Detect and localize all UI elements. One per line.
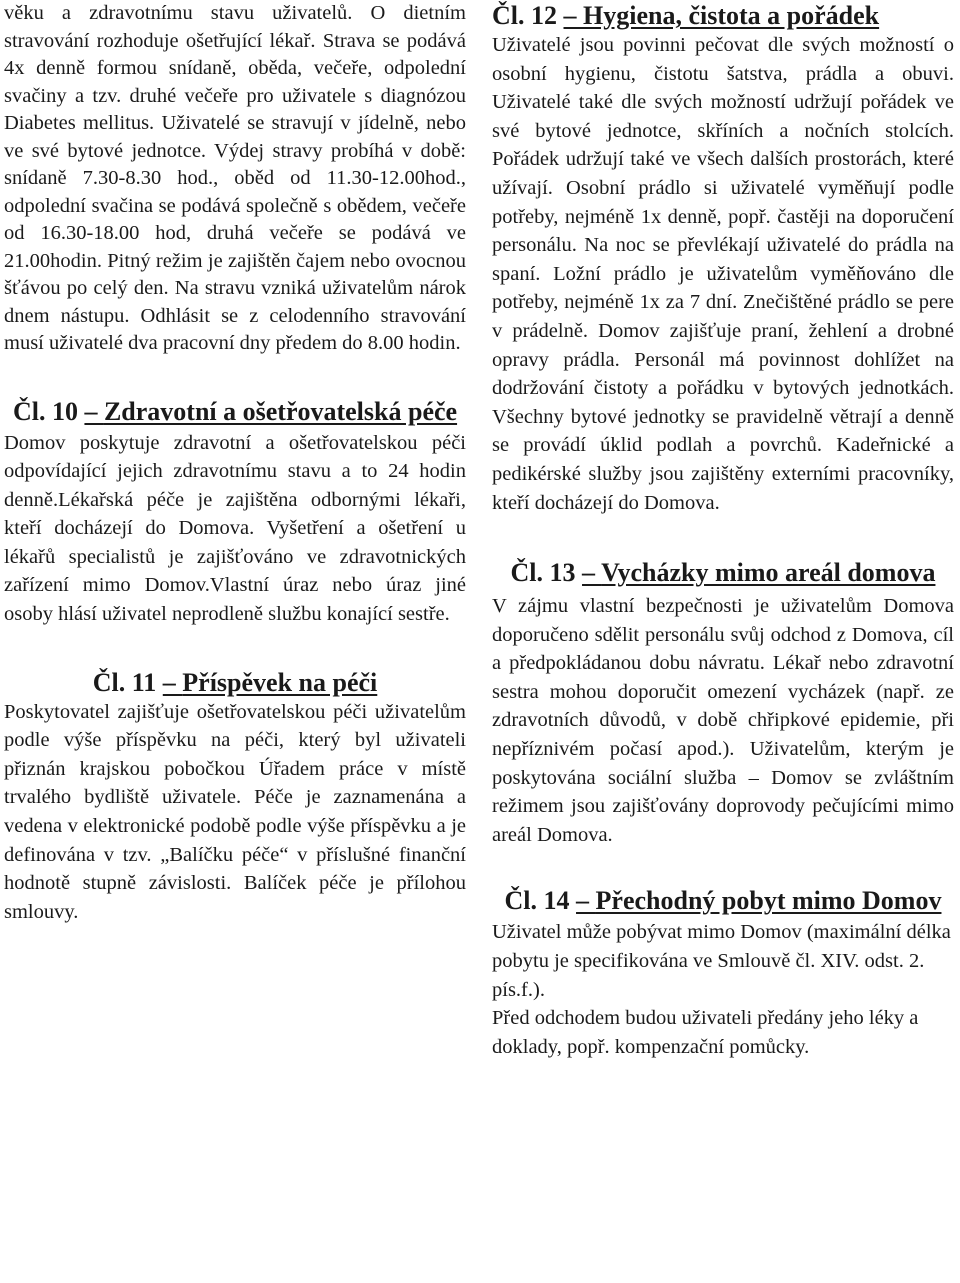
section-11-title: Příspěvek na péči xyxy=(182,667,378,697)
section-10-title-text: Zdravotní a ošetřovatelská péče xyxy=(103,396,458,426)
section-13-dash: – xyxy=(582,558,602,588)
section-12-dash: – xyxy=(563,1,583,30)
section-13-title: Vycházky mimo areál domova xyxy=(601,558,936,588)
section-12-number: Čl. 12 xyxy=(492,1,557,30)
section-12-title: Hygiena, čistota a pořádek xyxy=(583,1,880,30)
section-10-number: Čl. 10 xyxy=(12,396,78,426)
section-14-number: Čl. 14 xyxy=(504,886,570,916)
section-13-number: Čl. 13 xyxy=(510,558,576,588)
section-14-dash: – xyxy=(576,886,596,916)
section-11-heading xyxy=(4,667,466,698)
section-10-title: – xyxy=(84,396,104,426)
section-14-title: Přechodný pobyt mimo Domov xyxy=(595,886,942,916)
section-13-body: V zájmu vlastní bezpečnosti je uživatelům Domova doporučeno sdělit personálu svůj odchod z Domova, cíl a předpokládanou dobu návratu. Lékař nebo zdravotní sestra mohou doporučit omezení vycházek (např. ze zdravotních důvodů, v době chřipkové epidemie, při nepříznivém počasí apod.). Uživatelům, kterým je poskytována sociální služba – Domov se zvláštním režimem jsou zajišťovány doprovody pečujícími mimo areál Domova. xyxy=(492,595,954,846)
left-column xyxy=(4,0,466,926)
section-11-number: Čl. 11 xyxy=(92,667,157,697)
section-12-heading xyxy=(492,0,954,31)
section-14-body-2: Před odchodem budou uživateli předány jeho léky a doklady, popř. kompenzační pomůcky. xyxy=(492,1007,919,1058)
meal-service-paragraph: věku a zdravotnímu stavu uživatelů. O dietním stravování rozhoduje ošetřující lékař. Strava se podává 4x denně formou snídaně, oběda, večeře, odpolední svačiny a tzv. druhé večeře pro uživatele s diagnózou Diabetes mellitus. Uživatelé se stravují v jídelně, nebo ve své bytové jednotce. Výdej stravy probíhá v době: snídaně 7.30-8.30 hod., oběd od 11.30-12.00hod., odpolední svačina se podává společně s obědem, večeře od 16.30-18.00 hod, druhá večeře se podává ve 21.00hodin. Pitný režim je zajištěn čajem nebo ovocnou šťávou po celý den. Na stravu vzniká uživatelům nárok dnem nástupu. Odhlásit se z celodenního stravování musí uživatelé dva pracovní dny předem do 8.00 hodin. xyxy=(4,2,466,354)
section-14-heading xyxy=(492,885,954,916)
section-14-body: Uživatel může pobývat mimo Domov (maximální délka pobytu je specifikována ve Smlouvě čl. XIV. odst. 2. pís.f.). xyxy=(492,921,951,1001)
right-column xyxy=(492,0,954,1061)
section-13-heading xyxy=(492,557,954,588)
section-11-body: Poskytovatel zajišťuje ošetřovatelskou péči uživatelům podle výše příspěvku na péči, který byl uživateli přiznán krajskou pobočkou Úřadem práce v místě trvalého bydliště uživatele. Péče je zaznamenána a vedena v elektronické podobě podle výše příspěvku a je definována v tzv. „Balíčku péče“ v příslušné finanční hodnotě stupně závislosti. Balíček péče je přílohou smlouvy. xyxy=(4,700,466,923)
section-10-body: Domov poskytuje zdravotní a ošetřovatelskou péči odpovídající jejich zdravotnímu stavu a to 24 hodin denně.Lékařská péče je zajištěna odbornými lékaři, kteří docházejí do Domova. Vyšetření a ošetření u lékařů specialistů je zajišťováno ve zdravotnických zařízení mimo Domov.Vlastní úraz nebo úraz jiné osoby hlásí uživatel neprodleně službu konající sestře. xyxy=(4,431,466,626)
section-12-body: Uživatelé jsou povinni pečovat dle svých možností o osobní hygienu, čistotu šatstva, prádla a obuvi. Uživatelé také dle svých možností udržují pořádek ve své bytové jednotce, skříních a nočních stolcích. Pořádek udržují také ve všech dalších prostorách, které užívají. Osobní prádlo si uživatelé vyměňují podle potřeby, nejméně 1x denně, popř. častěji na doporučení personálu. Na noc se převlékají uživatelé do prádla na spaní. Ložní prádlo je uživatelům vyměňováno dle potřeby, nejméně 1x za 7 dní. Znečištěné prádlo se pere v prádelně. Domov zajišťuje praní, žehlení a drobné opravy prádla. Personál má povinnost dohlížet na dodržování čistoty a pořádku v bytových jednotkách. Všechny bytové jednotky se pravidelně větrají a denně se provádí úklid podlah a povrchů. Kadeřnické a pedikérské služby jsou zajištěny externími pracovníky, kteří docházejí do Domova. xyxy=(492,34,954,514)
section-11-dash: – xyxy=(162,667,183,697)
section-10-heading xyxy=(4,396,466,427)
